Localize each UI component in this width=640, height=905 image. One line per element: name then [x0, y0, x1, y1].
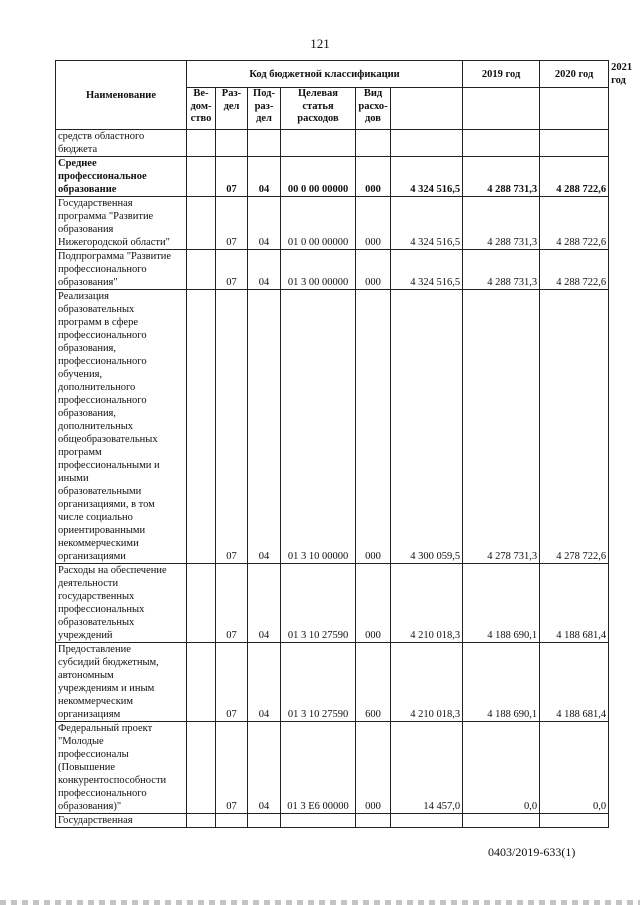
row-2020: 4 288 731,3: [463, 197, 540, 250]
row-razdel: 07: [216, 564, 248, 643]
row-celevaya: 01 3 10 27590: [281, 564, 356, 643]
row-vid: 000: [356, 290, 391, 564]
row-2020: [463, 130, 540, 157]
row-name: Расходы на обеспечение деятельности государственных профессиональных образовательных учреждений: [56, 564, 187, 643]
header-2020-blank: [463, 88, 540, 130]
row-2021: 4 288 722,6: [540, 157, 609, 197]
header-name: Наименование: [56, 61, 187, 130]
row-vid: 000: [356, 722, 391, 814]
row-name: Реализация образовательных программ в сфере профессионального образования, профессионального обучения, дополнительного профессионального образования, дополнительных общеобразовательных программ профессиональными и иными образовательными организациями, в том числе социально ориентированными некоммерческими организациями: [56, 290, 187, 564]
row-celevaya: [281, 130, 356, 157]
row-podrazdel: 04: [248, 290, 281, 564]
header-2021-blank: [540, 88, 609, 130]
page-number: 121: [310, 36, 330, 51]
row-celevaya: 01 3 E6 00000: [281, 722, 356, 814]
header-2019: 2019 год: [463, 61, 540, 88]
row-2020: 4 278 731,3: [463, 290, 540, 564]
row-name: Среднее профессиональное образование: [56, 157, 187, 197]
row-podrazdel: 04: [248, 643, 281, 722]
table-row: [56, 250, 609, 290]
row-podrazdel: 04: [248, 157, 281, 197]
row-2020: 4 188 690,1: [463, 564, 540, 643]
row-vid: [356, 130, 391, 157]
row-vid: 000: [356, 250, 391, 290]
table-row: [56, 814, 609, 828]
row-2019: 4 324 516,5: [391, 197, 463, 250]
row-2019: 4 324 516,5: [391, 250, 463, 290]
row-vid: 600: [356, 643, 391, 722]
row-podrazdel: [248, 130, 281, 157]
row-2019: [391, 130, 463, 157]
row-2021: 4 278 722,6: [540, 290, 609, 564]
row-razdel: [216, 130, 248, 157]
row-podrazdel: 04: [248, 250, 281, 290]
row-razdel: 07: [216, 157, 248, 197]
header-razdel: Раз- дел: [216, 88, 248, 130]
row-celevaya: 01 3 10 00000: [281, 290, 356, 564]
row-2020: 0,0: [463, 722, 540, 814]
row-vid: 000: [356, 564, 391, 643]
row-2019: 4 300 059,5: [391, 290, 463, 564]
row-2020: 4 188 690,1: [463, 643, 540, 722]
row-2021: 4 188 681,4: [540, 643, 609, 722]
row-2019: 4 210 018,3: [391, 643, 463, 722]
row-celevaya: 01 0 00 00000: [281, 197, 356, 250]
row-razdel: [216, 814, 248, 828]
row-2020: [463, 814, 540, 828]
row-2019: 14 457,0: [391, 722, 463, 814]
row-podrazdel: 04: [248, 722, 281, 814]
row-celevaya: 00 0 00 00000: [281, 157, 356, 197]
row-2021: 4 188 681,4: [540, 564, 609, 643]
row-vid: [356, 814, 391, 828]
header-2019-blank: [391, 88, 463, 130]
header-2020: 2020 год: [540, 61, 609, 88]
header-vedomstvo: Ве- дом- ство: [187, 88, 216, 130]
row-2021: 4 288 722,6: [540, 250, 609, 290]
row-razdel: 07: [216, 197, 248, 250]
row-name: Подпрограмма "Развитие профессионального образования": [56, 250, 187, 290]
row-ved: [187, 814, 216, 828]
row-ved: [187, 643, 216, 722]
row-2021: 0,0: [540, 722, 609, 814]
row-ved: [187, 157, 216, 197]
row-razdel: 07: [216, 722, 248, 814]
document-code: 0403/2019-633(1): [488, 845, 576, 859]
row-podrazdel: [248, 814, 281, 828]
row-razdel: 07: [216, 643, 248, 722]
row-ved: [187, 722, 216, 814]
row-celevaya: [281, 814, 356, 828]
row-2021: [540, 814, 609, 828]
row-ved: [187, 197, 216, 250]
row-ved: [187, 250, 216, 290]
table-row: [56, 130, 609, 157]
row-vid: 000: [356, 157, 391, 197]
header-vid: Вид расхо- дов: [356, 88, 391, 130]
table-row: [56, 722, 609, 814]
row-2020: 4 288 731,3: [463, 250, 540, 290]
row-2019: 4 210 018,3: [391, 564, 463, 643]
row-name: Предоставление субсидий бюджетным, автономным учреждениям и иным некоммерческим организациям: [56, 643, 187, 722]
row-2019: [391, 814, 463, 828]
row-podrazdel: 04: [248, 197, 281, 250]
row-2020: 4 288 731,3: [463, 157, 540, 197]
row-razdel: 07: [216, 250, 248, 290]
row-2021: [540, 130, 609, 157]
row-podrazdel: 04: [248, 564, 281, 643]
row-ved: [187, 290, 216, 564]
header-celevaya: Целевая статья расходов: [281, 88, 356, 130]
row-name: Государственная программа "Развитие образования Нижегородской области": [56, 197, 187, 250]
row-ved: [187, 564, 216, 643]
header-code-group: Код бюджетной классификации: [187, 61, 463, 88]
row-name: Федеральный проект "Молодые профессионалы (Повышение конкурентоспособности профессионального образования)": [56, 722, 187, 814]
row-name: Государственная: [56, 814, 187, 828]
table-row: [56, 564, 609, 643]
row-vid: 000: [356, 197, 391, 250]
row-ved: [187, 130, 216, 157]
table-row: [56, 643, 609, 722]
table-row: [56, 290, 609, 564]
budget-table: Наименование Код бюджетной классификации 2019 год 2020 год 2021 год Ве- дом- ство Раз- дел Под- раз- дел Целевая статья расходов Вид расхо- дов средств областного бюджета Среднее профессиональное образование 07 04 00 0 00 00000 000 4 324 516,5 4 288 731,3 4 288 722,6 Государственная программа "Развитие образования Нижегородской области" 07 04 01 0 00 00000 000 4 324 516,5 4 288 731,3 4 288 722,6 Подпрограмма "Развитие профессионального образования" 07 04 01 3 00 00000 000 4 324 516,5 4 288 731,3 4 288 722,6 Реализация образовательных программ в сфере профессионального образования, профессионального обучения, дополнительного профессионального образования, дополнительных общеобразовательных программ профессиональными и иными образовательными организациями, в том числе социально ориентированными некоммерческими организациями 07 04 01 3 10 00000 000 4 300 059,5 4 278 731,3 4 278 722,6 Расходы на обеспечение деятельности государственных профессиональных образовательных учреждений 07 04 01 3 10 27590 000 4 210 018,3 4 188 690,1 4 188 681,4 Предоставление субсидий бюджетным, автономным учреждениям и иным некоммерческим организациям 07 04 01 3 10 27590 600 4 210 018,3 4 188 690,1 4 188 681,4 Федеральный проект "Молодые профессионалы (Повышение конкурентоспособности профессионального образования)" 07 04 01 3 E6 00000 000 14 457,0 0,0 0,0 Государственная: [55, 60, 609, 828]
row-2019: 4 324 516,5: [391, 157, 463, 197]
table-row: [56, 157, 609, 197]
row-2021: 4 288 722,6: [540, 197, 609, 250]
row-celevaya: 01 3 10 27590: [281, 643, 356, 722]
row-name: средств областного бюджета: [56, 130, 187, 157]
table-row: [56, 197, 609, 250]
header-podrazdel: Под- раз- дел: [248, 88, 281, 130]
row-celevaya: 01 3 00 00000: [281, 250, 356, 290]
scan-edge: [0, 900, 640, 905]
row-razdel: 07: [216, 290, 248, 564]
